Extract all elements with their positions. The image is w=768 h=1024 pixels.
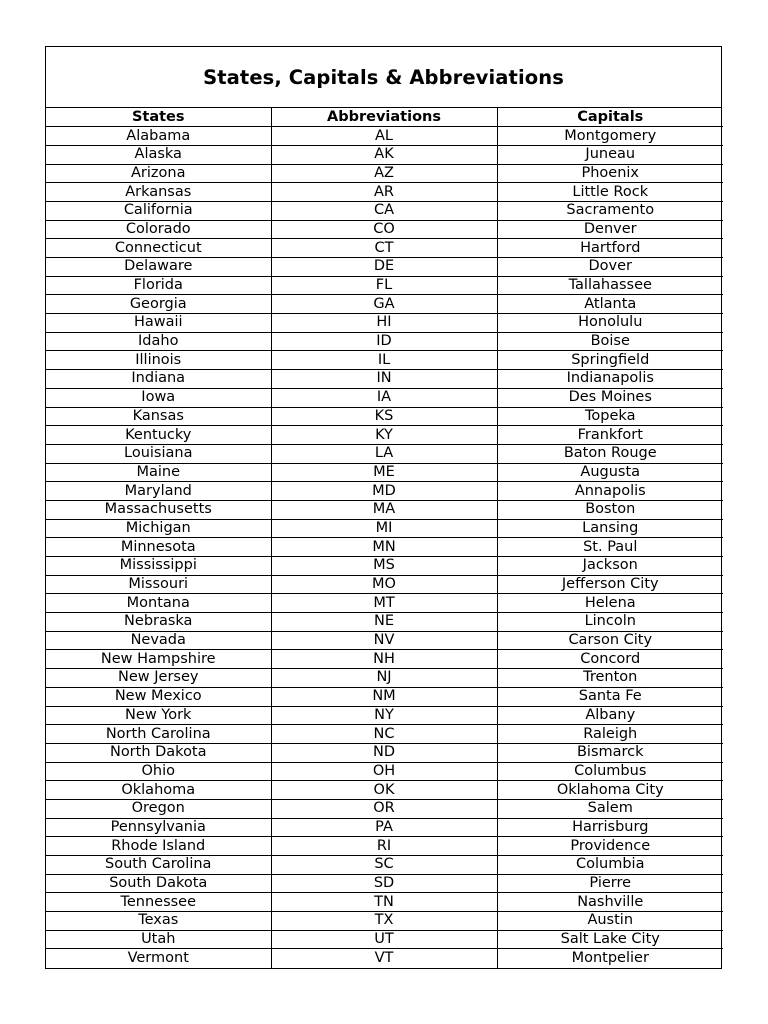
table-row: [46, 463, 723, 482]
abbreviation-cell: CT: [271, 239, 497, 258]
state-cell: Georgia: [46, 295, 271, 314]
table-row: [46, 538, 723, 557]
capital-cell: Carson City: [497, 631, 723, 650]
abbreviation-cell: MA: [271, 500, 497, 519]
capital-cell: Columbus: [497, 762, 723, 781]
state-cell: South Carolina: [46, 856, 271, 875]
state-cell: Michigan: [46, 519, 271, 538]
capital-cell: Concord: [497, 650, 723, 669]
table-header-row: [46, 108, 723, 127]
capital-cell: Bismarck: [497, 743, 723, 762]
abbreviation-cell: CA: [271, 201, 497, 220]
table-row: [46, 856, 723, 875]
abbreviation-cell: ME: [271, 463, 497, 482]
abbreviation-cell: IN: [271, 370, 497, 389]
table-row: [46, 781, 723, 800]
state-cell: Oregon: [46, 799, 271, 818]
capital-cell: Montgomery: [497, 127, 723, 146]
table-row: [46, 444, 723, 463]
table-row: [46, 949, 723, 968]
state-cell: Utah: [46, 930, 271, 949]
state-cell: Connecticut: [46, 239, 271, 258]
state-cell: North Dakota: [46, 743, 271, 762]
table-row: [46, 314, 723, 333]
state-cell: Rhode Island: [46, 837, 271, 856]
table-row: [46, 613, 723, 632]
table-row: [46, 687, 723, 706]
abbreviation-cell: UT: [271, 930, 497, 949]
state-cell: Kentucky: [46, 426, 271, 445]
abbreviation-cell: SC: [271, 856, 497, 875]
capital-cell: Sacramento: [497, 201, 723, 220]
capital-cell: Topeka: [497, 407, 723, 426]
state-cell: New York: [46, 706, 271, 725]
abbreviation-cell: DE: [271, 258, 497, 277]
state-cell: Maryland: [46, 482, 271, 501]
abbreviation-cell: OH: [271, 762, 497, 781]
capital-cell: Tallahassee: [497, 276, 723, 295]
capital-cell: St. Paul: [497, 538, 723, 557]
state-cell: Minnesota: [46, 538, 271, 557]
state-cell: Hawaii: [46, 314, 271, 333]
state-cell: Oklahoma: [46, 781, 271, 800]
state-cell: Nevada: [46, 631, 271, 650]
capital-cell: Montpelier: [497, 949, 723, 968]
abbreviation-cell: MO: [271, 575, 497, 594]
capital-cell: Providence: [497, 837, 723, 856]
table-row: [46, 725, 723, 744]
table-row: [46, 557, 723, 576]
table-row: [46, 351, 723, 370]
table-row: [46, 370, 723, 389]
state-cell: Tennessee: [46, 893, 271, 912]
capital-cell: Nashville: [497, 893, 723, 912]
capital-cell: Jackson: [497, 557, 723, 576]
state-cell: Vermont: [46, 949, 271, 968]
table-row: [46, 239, 723, 258]
capital-cell: Des Moines: [497, 388, 723, 407]
capital-cell: Albany: [497, 706, 723, 725]
table-row: [46, 575, 723, 594]
table-row: [46, 500, 723, 519]
capital-cell: Raleigh: [497, 725, 723, 744]
capital-cell: Lansing: [497, 519, 723, 538]
abbreviation-cell: PA: [271, 818, 497, 837]
table-row: [46, 519, 723, 538]
state-cell: Maine: [46, 463, 271, 482]
abbreviation-cell: NH: [271, 650, 497, 669]
table-row: [46, 276, 723, 295]
table-row: [46, 837, 723, 856]
table-row: [46, 762, 723, 781]
capital-cell: Boise: [497, 332, 723, 351]
capital-cell: Little Rock: [497, 183, 723, 202]
state-cell: California: [46, 201, 271, 220]
table-row: [46, 407, 723, 426]
capital-cell: Annapolis: [497, 482, 723, 501]
abbreviation-cell: GA: [271, 295, 497, 314]
table-row: [46, 426, 723, 445]
abbreviation-cell: NV: [271, 631, 497, 650]
capital-cell: Augusta: [497, 463, 723, 482]
abbreviation-cell: AK: [271, 145, 497, 164]
state-cell: New Jersey: [46, 669, 271, 688]
abbreviation-cell: MS: [271, 557, 497, 576]
capital-cell: Helena: [497, 594, 723, 613]
capital-cell: Oklahoma City: [497, 781, 723, 800]
abbreviation-cell: OR: [271, 799, 497, 818]
abbreviation-cell: TX: [271, 912, 497, 931]
capital-cell: Salt Lake City: [497, 930, 723, 949]
abbreviation-cell: KY: [271, 426, 497, 445]
table-row: [46, 799, 723, 818]
state-cell: Louisiana: [46, 444, 271, 463]
capital-cell: Phoenix: [497, 164, 723, 183]
abbreviation-cell: NY: [271, 706, 497, 725]
state-cell: Mississippi: [46, 557, 271, 576]
states-capitals-sheet: [45, 46, 722, 969]
abbreviation-cell: MD: [271, 482, 497, 501]
table-row: [46, 893, 723, 912]
state-cell: Illinois: [46, 351, 271, 370]
state-cell: Nebraska: [46, 613, 271, 632]
state-cell: Ohio: [46, 762, 271, 781]
capital-cell: Harrisburg: [497, 818, 723, 837]
state-cell: Montana: [46, 594, 271, 613]
table-row: [46, 258, 723, 277]
capital-cell: Santa Fe: [497, 687, 723, 706]
title-box: [46, 47, 721, 108]
column-header-states: States: [131, 108, 185, 125]
capital-cell: Honolulu: [497, 314, 723, 333]
state-cell: Alaska: [46, 145, 271, 164]
table-row: [46, 201, 723, 220]
capital-cell: Denver: [497, 220, 723, 239]
capital-cell: Hartford: [497, 239, 723, 258]
state-cell: Iowa: [46, 388, 271, 407]
column-header-capitals: Capitals: [497, 108, 723, 127]
abbreviation-cell: NC: [271, 725, 497, 744]
table-row: [46, 930, 723, 949]
table-row: [46, 669, 723, 688]
state-cell: Kansas: [46, 407, 271, 426]
table-row: [46, 631, 723, 650]
capital-cell: Dover: [497, 258, 723, 277]
capital-cell: Lincoln: [497, 613, 723, 632]
abbreviation-cell: RI: [271, 837, 497, 856]
table-row: [46, 220, 723, 239]
state-cell: Alabama: [46, 127, 271, 146]
abbreviation-cell: FL: [271, 276, 497, 295]
table-row: [46, 818, 723, 837]
capital-cell: Salem: [497, 799, 723, 818]
capital-cell: Austin: [497, 912, 723, 931]
table-row: [46, 145, 723, 164]
table-row: [46, 912, 723, 931]
abbreviation-cell: ND: [271, 743, 497, 762]
state-cell: New Hampshire: [46, 650, 271, 669]
abbreviation-cell: TN: [271, 893, 497, 912]
abbreviation-cell: MI: [271, 519, 497, 538]
table-row: [46, 332, 723, 351]
abbreviation-cell: OK: [271, 781, 497, 800]
capital-cell: Pierre: [497, 874, 723, 893]
state-cell: Florida: [46, 276, 271, 295]
capital-cell: Springfield: [497, 351, 723, 370]
abbreviation-cell: MN: [271, 538, 497, 557]
abbreviation-cell: KS: [271, 407, 497, 426]
table-row: [46, 874, 723, 893]
table-row: [46, 482, 723, 501]
states-table: [46, 108, 723, 968]
table-row: [46, 706, 723, 725]
state-cell: Pennsylvania: [46, 818, 271, 837]
state-cell: Delaware: [46, 258, 271, 277]
state-cell: Massachusetts: [46, 500, 271, 519]
state-cell: Arkansas: [46, 183, 271, 202]
table-row: [46, 127, 723, 146]
capital-cell: Jefferson City: [497, 575, 723, 594]
capital-cell: Trenton: [497, 669, 723, 688]
state-cell: New Mexico: [46, 687, 271, 706]
table-row: [46, 183, 723, 202]
table-body: [46, 127, 723, 968]
state-cell: Arizona: [46, 164, 271, 183]
capital-cell: Columbia: [497, 856, 723, 875]
abbreviation-cell: NE: [271, 613, 497, 632]
capital-cell: Frankfort: [497, 426, 723, 445]
state-cell: North Carolina: [46, 725, 271, 744]
column-header-abbreviations: Abbreviations: [271, 108, 497, 127]
abbreviation-cell: IA: [271, 388, 497, 407]
state-cell: Idaho: [46, 332, 271, 351]
capital-cell: Baton Rouge: [497, 444, 723, 463]
state-cell: Indiana: [46, 370, 271, 389]
abbreviation-cell: ID: [271, 332, 497, 351]
table-row: [46, 295, 723, 314]
page-title: States, Capitals & Abbreviations: [203, 65, 564, 89]
table-row: [46, 388, 723, 407]
state-cell: Missouri: [46, 575, 271, 594]
state-cell: Texas: [46, 912, 271, 931]
abbreviation-cell: AZ: [271, 164, 497, 183]
abbreviation-cell: MT: [271, 594, 497, 613]
capital-cell: Juneau: [497, 145, 723, 164]
abbreviation-cell: HI: [271, 314, 497, 333]
capital-cell: Indianapolis: [497, 370, 723, 389]
table-row: [46, 594, 723, 613]
abbreviation-cell: NJ: [271, 669, 497, 688]
capital-cell: Atlanta: [497, 295, 723, 314]
state-cell: Colorado: [46, 220, 271, 239]
abbreviation-cell: CO: [271, 220, 497, 239]
abbreviation-cell: VT: [271, 949, 497, 968]
table-row: [46, 743, 723, 762]
abbreviation-cell: NM: [271, 687, 497, 706]
table-row: [46, 164, 723, 183]
abbreviation-cell: IL: [271, 351, 497, 370]
abbreviation-cell: AR: [271, 183, 497, 202]
state-cell: South Dakota: [46, 874, 271, 893]
table-row: [46, 650, 723, 669]
abbreviation-cell: AL: [271, 127, 497, 146]
capital-cell: Boston: [497, 500, 723, 519]
abbreviation-cell: LA: [271, 444, 497, 463]
abbreviation-cell: SD: [271, 874, 497, 893]
